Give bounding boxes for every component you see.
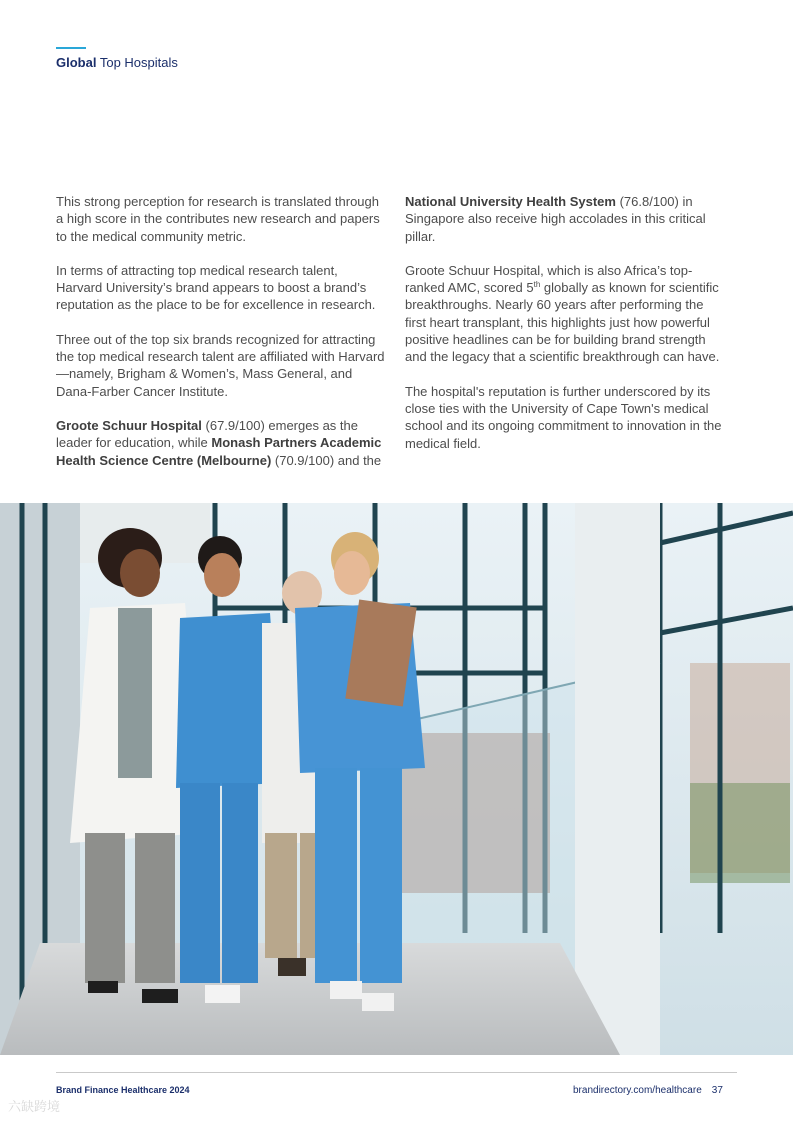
left-paragraph-1: This strong perception for research is translated through a high score in the contributes new research and papers to the medical community metric. <box>56 194 380 244</box>
footer-right <box>573 1085 723 1096</box>
right-paragraph-2 <box>405 262 725 366</box>
section-title-bold: Global <box>56 55 97 70</box>
header-rule <box>56 47 86 49</box>
page-number: 37 <box>711 1085 723 1096</box>
right-paragraph-3: The hospital's reputation is further underscored by its close ties with the University of Cape Town's medical school and its ongoing commitment to innovation in the medical field. <box>405 383 722 451</box>
section-title <box>56 55 178 70</box>
footer-publication: Brand Finance Healthcare 2024 <box>56 1085 190 1095</box>
left-paragraph-2: In terms of attracting top medical research talent, Harvard University’s brand appears to boost a brand’s reputation as the place to be for excellence in research. <box>56 262 376 313</box>
left-p4-text-1: (67.9/100) emerges as the leader for education, while <box>56 417 358 451</box>
superscript-th: th <box>533 280 541 290</box>
bold-nuhs: National University Health System <box>405 194 616 209</box>
section-title-rest: Top Hospitals <box>99 55 178 70</box>
left-paragraph-3: Three out of the top six brands recognized for attracting the top medical research talent are affiliated with Harvard—namely, Brigham & Women’s, Mass General, and Dana-Farber Cancer Institute. <box>56 331 385 399</box>
bold-monash: Monash Partners Academic Health Science Centre (Melbourne) <box>56 435 382 468</box>
right-p2-text-a: Groote Schuur Hospital, which is also Africa’s top-ranked AMC, scored 5 <box>405 262 693 296</box>
bold-groote-schuur: Groote Schuur Hospital <box>56 417 202 433</box>
right-p1-text: (76.8/100) in Singapore also receive high accolades in this critical pillar. <box>405 194 706 244</box>
left-paragraph-4 <box>56 417 386 469</box>
right-p2-text-b: globally as known for scientific breakthroughs. Nearly 60 years after performing the first heart transplant, this highlights just how powerful positive headlines can be for building brand strength and the legacy that a scientific breakthrough can have. <box>405 280 720 365</box>
footer-rule <box>56 1072 737 1073</box>
hospital-staff-photo <box>0 503 793 1055</box>
right-paragraph-1 <box>405 193 725 245</box>
footer-url-link[interactable]: brandirectory.com/healthcare <box>573 1085 702 1096</box>
left-p4-text-2: (70.9/100) and the <box>271 452 382 468</box>
watermark-logo: 六缺跨境 <box>8 1099 61 1114</box>
photo-illustration <box>0 503 793 1055</box>
right-text-column <box>405 193 725 469</box>
left-text-column <box>56 193 386 486</box>
